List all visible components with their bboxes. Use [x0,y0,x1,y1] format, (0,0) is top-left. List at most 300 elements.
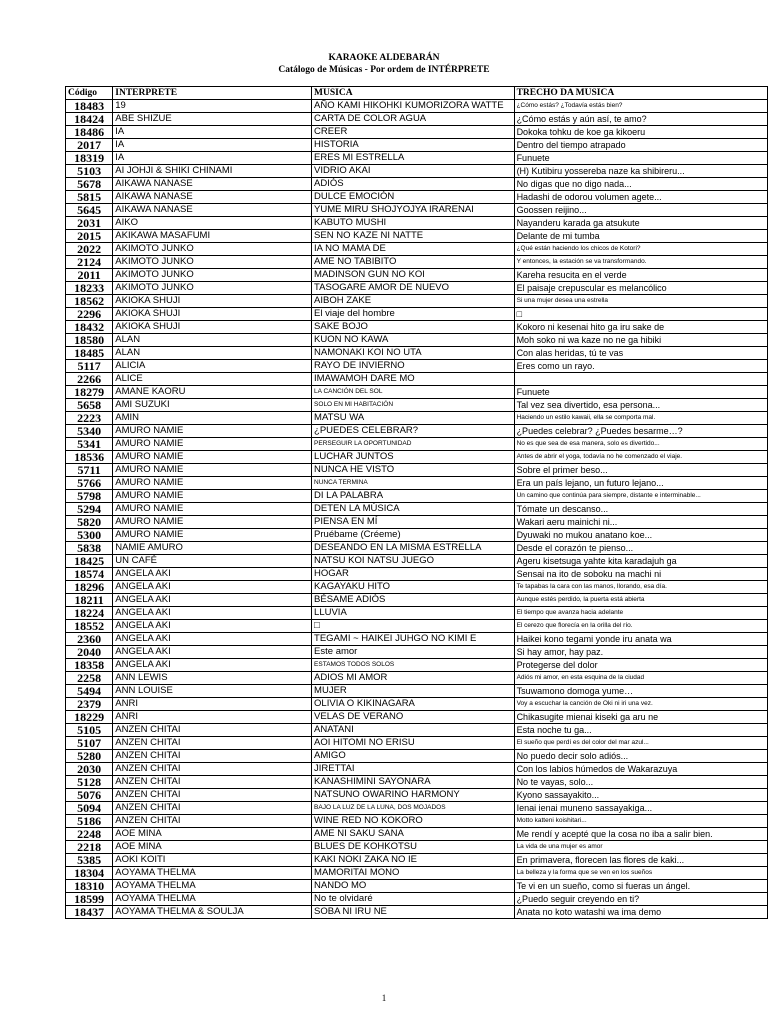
song-cell: KABUTO MUSHI [312,217,515,230]
song-cell: SOBA NI IRU NE [312,906,515,919]
table-row [66,282,768,295]
table-header-row [66,87,768,100]
table-row [66,503,768,516]
excerpt-cell: ¿Cómo estás? ¿Todavía estás bien? [514,100,767,113]
table-row [66,451,768,464]
artist-cell: AMURO NAMIE [113,438,312,451]
code-cell: 18574 [66,568,113,581]
table-row [66,568,768,581]
excerpt-cell: Delante de mi tumba [514,230,767,243]
table-row [66,815,768,828]
code-cell: 18424 [66,113,113,126]
code-cell: 18536 [66,451,113,464]
table-row [66,373,768,386]
table-row [66,802,768,815]
table-row [66,191,768,204]
song-cell: AÑO KAMI HIKOHKI KUMORIZORA WATTE [312,100,515,113]
song-cell: DI LA PALABRA [312,490,515,503]
table-body [66,100,768,919]
song-cell: TASOGARE AMOR DE NUEVO [312,282,515,295]
artist-cell: IA [113,126,312,139]
song-cell: OLIVIA O KIKINAGARA [312,698,515,711]
artist-cell: UN CAFÉ [113,555,312,568]
artist-cell: ALAN [113,347,312,360]
table-row [66,100,768,113]
excerpt-cell: □ [514,308,767,321]
table-row [66,555,768,568]
artist-cell: AMURO NAMIE [113,451,312,464]
table-row [66,633,768,646]
table-row [66,295,768,308]
song-cell: DESEANDO EN LA MISMA ESTRELLA [312,542,515,555]
artist-cell: AMURO NAMIE [113,529,312,542]
code-cell: 18296 [66,581,113,594]
table-row [66,243,768,256]
excerpt-cell: La belleza y la forma que se ven en los sueños [514,867,767,880]
table-row [66,867,768,880]
table-row [66,347,768,360]
excerpt-cell: Si una mujer desea una estrella [514,295,767,308]
excerpt-cell: El sueño que perdí es del color del mar azul... [514,737,767,750]
excerpt-cell: Dyuwaki no mukou anatano koe... [514,529,767,542]
artist-cell: IA [113,152,312,165]
artist-cell: ANGELA AKI [113,581,312,594]
artist-cell: ANGELA AKI [113,568,312,581]
table-row [66,529,768,542]
code-cell: 2218 [66,841,113,854]
code-cell: 5341 [66,438,113,451]
song-cell: AOI HITOMI NO ERISU [312,737,515,750]
excerpt-cell: Nayanderu karada ga atsukute [514,217,767,230]
code-cell: 18483 [66,100,113,113]
excerpt-cell: Wakari aeru mainichi ni... [514,516,767,529]
catalog-table [65,86,768,919]
song-cell: NAMONAKI KOI NO UTA [312,347,515,360]
artist-cell: AOYAMA THELMA [113,880,312,893]
code-cell: 18552 [66,620,113,633]
artist-cell: ANN LEWIS [113,672,312,685]
song-cell: DULCE EMOCIÓN [312,191,515,204]
table-row [66,906,768,919]
excerpt-cell: Esta noche tu ga... [514,724,767,737]
excerpt-cell: Desde el corazón te pienso... [514,542,767,555]
artist-cell: ANZEN CHITAI [113,802,312,815]
song-cell: AIBOH ZAKE [312,295,515,308]
table-row [66,646,768,659]
excerpt-cell: Me rendí y acepté que la cosa no iba a salir bien. [514,828,767,841]
artist-cell: ALICE [113,373,312,386]
artist-cell: AOYAMA THELMA [113,867,312,880]
artist-cell: AOYAMA THELMA & SOULJA [113,906,312,919]
table-row [66,542,768,555]
song-cell: AMIGO [312,750,515,763]
table-row [66,685,768,698]
song-cell: ESTAMOS TODOS SOLOS [312,659,515,672]
artist-cell: ANZEN CHITAI [113,776,312,789]
header-code: Código [66,87,113,100]
table-row [66,477,768,490]
code-cell: 18486 [66,126,113,139]
artist-cell: AOKI KOITI [113,854,312,867]
artist-cell: ANRI [113,698,312,711]
artist-cell: AI JOHJI & SHIKI CHINAMI [113,165,312,178]
code-cell: 2011 [66,269,113,282]
table-row [66,854,768,867]
excerpt-cell: Chikasugite mienai kiseki ga aru ne [514,711,767,724]
excerpt-cell: (H) Kutibiru yossereba naze ka shibireru... [514,165,767,178]
table-row [66,113,768,126]
artist-cell: ANZEN CHITAI [113,763,312,776]
table-row [66,256,768,269]
code-cell: 18319 [66,152,113,165]
artist-cell: ALAN [113,334,312,347]
excerpt-cell: Y entonces, la estación se va transformando. [514,256,767,269]
code-cell: 5820 [66,516,113,529]
artist-cell: AMIN [113,412,312,425]
song-cell: ADIOS MI AMOR [312,672,515,685]
excerpt-cell: Eres como un rayo. [514,360,767,373]
artist-cell: AMURO NAMIE [113,477,312,490]
song-cell: VIDRIO AKAI [312,165,515,178]
code-cell: 18358 [66,659,113,672]
code-cell: 18485 [66,347,113,360]
excerpt-cell: Tómate un descanso... [514,503,767,516]
artist-cell: AOYAMA THELMA [113,893,312,906]
code-cell: 5711 [66,464,113,477]
excerpt-cell: Ageru kisetsuga yahte kita karadajuh ga [514,555,767,568]
song-cell: Pruébame (Créeme) [312,529,515,542]
table-row [66,230,768,243]
table-row [66,581,768,594]
header-artist: INTERPRETE [113,87,312,100]
table-row [66,711,768,724]
table-row [66,464,768,477]
song-cell: SOLO EN MI HABITACIÓN [312,399,515,412]
excerpt-cell: Dokoka tohku de koe ga kikoeru [514,126,767,139]
artist-cell: ANZEN CHITAI [113,750,312,763]
song-cell: LLUVIA [312,607,515,620]
artist-cell: IA [113,139,312,152]
artist-cell: AKIKAWA MASAFUMI [113,230,312,243]
excerpt-cell: Sensai na ito de soboku na machi ni [514,568,767,581]
song-cell: YUME MIRU SHOJYOJYA IRARENAI [312,204,515,217]
code-cell: 5658 [66,399,113,412]
song-cell: BÉSAME ADIÓS [312,594,515,607]
song-cell: JIRETTAI [312,763,515,776]
table-row [66,724,768,737]
artist-cell: AMURO NAMIE [113,490,312,503]
excerpt-cell: Haciendo un estilo kawaii, ella se comporta mal. [514,412,767,425]
excerpt-cell: Un camino que continúa para siempre, distante e interminable... [514,490,767,503]
artist-cell: ANGELA AKI [113,594,312,607]
table-row [66,178,768,191]
artist-cell: ANGELA AKI [113,633,312,646]
table-row [66,776,768,789]
song-cell: NANDO MO [312,880,515,893]
excerpt-cell: Aunque estés perdido, la puerta está abierta [514,594,767,607]
excerpt-cell: Kokoro ni kesenai hito ga iru sake de [514,321,767,334]
song-cell: PERSEGUIR LA OPORTUNIDAD [312,438,515,451]
code-cell: 5815 [66,191,113,204]
excerpt-cell: Anata no koto watashi wa ima demo [514,906,767,919]
song-cell: IMAWAMOH DARE MO [312,373,515,386]
excerpt-cell: Antes de abrir el yoga, todavía no he comenzado el viaje. [514,451,767,464]
song-cell: KANASHIMINI SAYONARA [312,776,515,789]
song-cell: CREER [312,126,515,139]
song-cell: BAJO LA LUZ DE LA LUNA, DOS MOJADOS [312,802,515,815]
artist-cell: ABE SHIZUE [113,113,312,126]
table-row [66,386,768,399]
code-cell: 18580 [66,334,113,347]
excerpt-cell: Era un país lejano, un futuro lejano... [514,477,767,490]
table-row [66,321,768,334]
code-cell: 18304 [66,867,113,880]
code-cell: 2379 [66,698,113,711]
excerpt-cell: Goossen reijino... [514,204,767,217]
song-cell: KUON NO KAWA [312,334,515,347]
song-cell: CARTA DE COLOR AGUA [312,113,515,126]
song-cell: AME NO TABIBITO [312,256,515,269]
song-cell: MAMORITAI MONO [312,867,515,880]
artist-cell: AOE MINA [113,841,312,854]
excerpt-cell: Tsuwamono domoga yume… [514,685,767,698]
song-cell: HOGAR [312,568,515,581]
code-cell: 5340 [66,425,113,438]
song-cell: ANATANI [312,724,515,737]
artist-cell: AIKAWA NANASE [113,191,312,204]
song-cell: IA NO MAMA DE [312,243,515,256]
song-cell: ¿PUEDES CELEBRAR? [312,425,515,438]
excerpt-cell: Moh soko ni wa kaze no ne ga hibiki [514,334,767,347]
code-cell: 5766 [66,477,113,490]
code-cell: 2266 [66,373,113,386]
code-cell: 18599 [66,893,113,906]
artist-cell: AKIOKA SHUJI [113,308,312,321]
table-row [66,841,768,854]
excerpt-cell: Te vi en un sueño, como si fueras un ángel. [514,880,767,893]
excerpt-cell: Haikei kono tegami yonde iru anata wa [514,633,767,646]
code-cell: 18233 [66,282,113,295]
table-row [66,204,768,217]
excerpt-cell: El paisaje crepuscular es melancólico [514,282,767,295]
page-number: 1 [381,993,387,1003]
song-cell: ERES MI ESTRELLA [312,152,515,165]
song-cell: NUNCA HE VISTO [312,464,515,477]
song-cell: NUNCA TERMINA [312,477,515,490]
code-cell: 5094 [66,802,113,815]
code-cell: 5494 [66,685,113,698]
code-cell: 5076 [66,789,113,802]
excerpt-cell: Si hay amor, hay paz. [514,646,767,659]
song-cell: No te olvidaré [312,893,515,906]
artist-cell: AMURO NAMIE [113,425,312,438]
excerpt-cell: ¿Puedo seguir creyendo en ti? [514,893,767,906]
excerpt-cell: No digas que no digo nada... [514,178,767,191]
song-cell: MATSU WA [312,412,515,425]
excerpt-cell: Adiós mi amor, en esta esquina de la ciudad [514,672,767,685]
excerpt-cell: ¿Cómo estás y aún así, te amo? [514,113,767,126]
excerpt-cell: Kyono sassayakito... [514,789,767,802]
artist-cell: AKIMOTO JUNKO [113,256,312,269]
code-cell: 18432 [66,321,113,334]
artist-cell: AKIOKA SHUJI [113,295,312,308]
song-cell: ADIÓS [312,178,515,191]
song-cell: MADINSON GUN NO KOI [312,269,515,282]
artist-cell: AIKAWA NANASE [113,204,312,217]
excerpt-cell: Hadashi de odorou volumen agete... [514,191,767,204]
excerpt-cell: Con los labios húmedos de Wakarazuya [514,763,767,776]
artist-cell: AMURO NAMIE [113,464,312,477]
excerpt-cell: Ienai ienai muneno sassayakiga... [514,802,767,815]
excerpt-cell [514,373,767,386]
artist-cell: AKIMOTO JUNKO [113,282,312,295]
table-row [66,893,768,906]
table-row [66,880,768,893]
artist-cell: AMURO NAMIE [113,503,312,516]
table-row [66,308,768,321]
code-cell: 2223 [66,412,113,425]
artist-cell: ANGELA AKI [113,607,312,620]
song-cell: WINE RED NO KOKORO [312,815,515,828]
artist-cell: ANGELA AKI [113,620,312,633]
table-row [66,399,768,412]
artist-cell: AMI SUZUKI [113,399,312,412]
table-row [66,126,768,139]
song-cell: Este amor [312,646,515,659]
code-cell: 18562 [66,295,113,308]
excerpt-cell: No te vayas, solo... [514,776,767,789]
excerpt-cell: Funuete [514,152,767,165]
code-cell: 2360 [66,633,113,646]
song-cell: El viaje del hombre [312,308,515,321]
song-cell: MUJER [312,685,515,698]
artist-cell: ANGELA AKI [113,659,312,672]
code-cell: 5105 [66,724,113,737]
code-cell: 18229 [66,711,113,724]
code-cell: 5798 [66,490,113,503]
song-cell: NATSUNO OWARINO HARMONY [312,789,515,802]
table-row [66,594,768,607]
table-row [66,698,768,711]
song-cell: BLUES DE KOHKOTSU [312,841,515,854]
code-cell: 18279 [66,386,113,399]
code-cell: 18437 [66,906,113,919]
code-cell: 5280 [66,750,113,763]
excerpt-cell: Voy a escuchar la canción de Oki ni iri una vez. [514,698,767,711]
song-cell: □ [312,620,515,633]
table-row [66,334,768,347]
excerpt-cell: En primavera, florecen las flores de kaki... [514,854,767,867]
song-cell: LA CANCIÓN DEL SOL [312,386,515,399]
code-cell: 5103 [66,165,113,178]
code-cell: 5128 [66,776,113,789]
artist-cell: ANZEN CHITAI [113,789,312,802]
document-subtitle: Catálogo de Músicas - Por ordem de INTÉRPRETE [278,65,490,75]
table-row [66,763,768,776]
table-row [66,828,768,841]
table-row [66,516,768,529]
artist-cell: ANGELA AKI [113,646,312,659]
table-row [66,620,768,633]
song-cell: KAKI NOKI ZAKA NO IE [312,854,515,867]
song-cell: AME NI SAKU SANA [312,828,515,841]
code-cell: 18425 [66,555,113,568]
code-cell: 5186 [66,815,113,828]
artist-cell: AKIMOTO JUNKO [113,269,312,282]
code-cell: 2030 [66,763,113,776]
code-cell: 2015 [66,230,113,243]
code-cell: 2258 [66,672,113,685]
code-cell: 2031 [66,217,113,230]
excerpt-cell: Funuete [514,386,767,399]
song-cell: SEN NO KAZE NI NATTE [312,230,515,243]
table-row [66,412,768,425]
table-row [66,217,768,230]
song-cell: TEGAMI ~ HAIKEI JUHGO NO KIMI E [312,633,515,646]
code-cell: 18310 [66,880,113,893]
song-cell: LUCHAR JUNTOS [312,451,515,464]
table-row [66,139,768,152]
excerpt-cell: Motto katteni koishitari... [514,815,767,828]
song-cell: SAKE BOJO [312,321,515,334]
artist-cell: ANZEN CHITAI [113,724,312,737]
code-cell: 5838 [66,542,113,555]
excerpt-cell: Sobre el primer beso... [514,464,767,477]
table-row [66,360,768,373]
artist-cell: ANZEN CHITAI [113,737,312,750]
code-cell: 5300 [66,529,113,542]
excerpt-cell: ¿Puedes celebrar? ¿Puedes besarme…? [514,425,767,438]
header-song: MUSICA [312,87,515,100]
header-excerpt: TRECHO DA MUSICA [514,87,767,100]
table-row [66,659,768,672]
excerpt-cell: Tal vez sea divertido, esa persona... [514,399,767,412]
artist-cell: AMURO NAMIE [113,516,312,529]
excerpt-cell: No puedo decir solo adiós... [514,750,767,763]
table-row [66,750,768,763]
song-cell: KAGAYAKU HITO [312,581,515,594]
code-cell: 2017 [66,139,113,152]
code-cell: 18224 [66,607,113,620]
excerpt-cell: Te tapabas la cara con las manos, llorando, esa día. [514,581,767,594]
artist-cell: ANRI [113,711,312,724]
artist-cell: ANZEN CHITAI [113,815,312,828]
artist-cell: AOE MINA [113,828,312,841]
code-cell: 5107 [66,737,113,750]
code-cell: 5294 [66,503,113,516]
song-cell: RAYO DE INVIERNO [312,360,515,373]
table-row [66,490,768,503]
artist-cell: NAMIE AMURO [113,542,312,555]
code-cell: 5385 [66,854,113,867]
excerpt-cell: Con alas heridas, tú te vas [514,347,767,360]
excerpt-cell: La vida de una mujer es amor [514,841,767,854]
code-cell: 5678 [66,178,113,191]
song-cell: VELAS DE VERANO [312,711,515,724]
code-cell: 2124 [66,256,113,269]
table-row [66,269,768,282]
artist-cell: AKIMOTO JUNKO [113,243,312,256]
table-row [66,165,768,178]
code-cell: 5117 [66,360,113,373]
code-cell: 5645 [66,204,113,217]
song-cell: DETEN LA MÚSICA [312,503,515,516]
code-cell: 2022 [66,243,113,256]
excerpt-cell: El cerezo que florecía en la orilla del río. [514,620,767,633]
excerpt-cell: El tiempo que avanza hacia adelante [514,607,767,620]
artist-cell: AIKO [113,217,312,230]
artist-cell: AIKAWA NANASE [113,178,312,191]
